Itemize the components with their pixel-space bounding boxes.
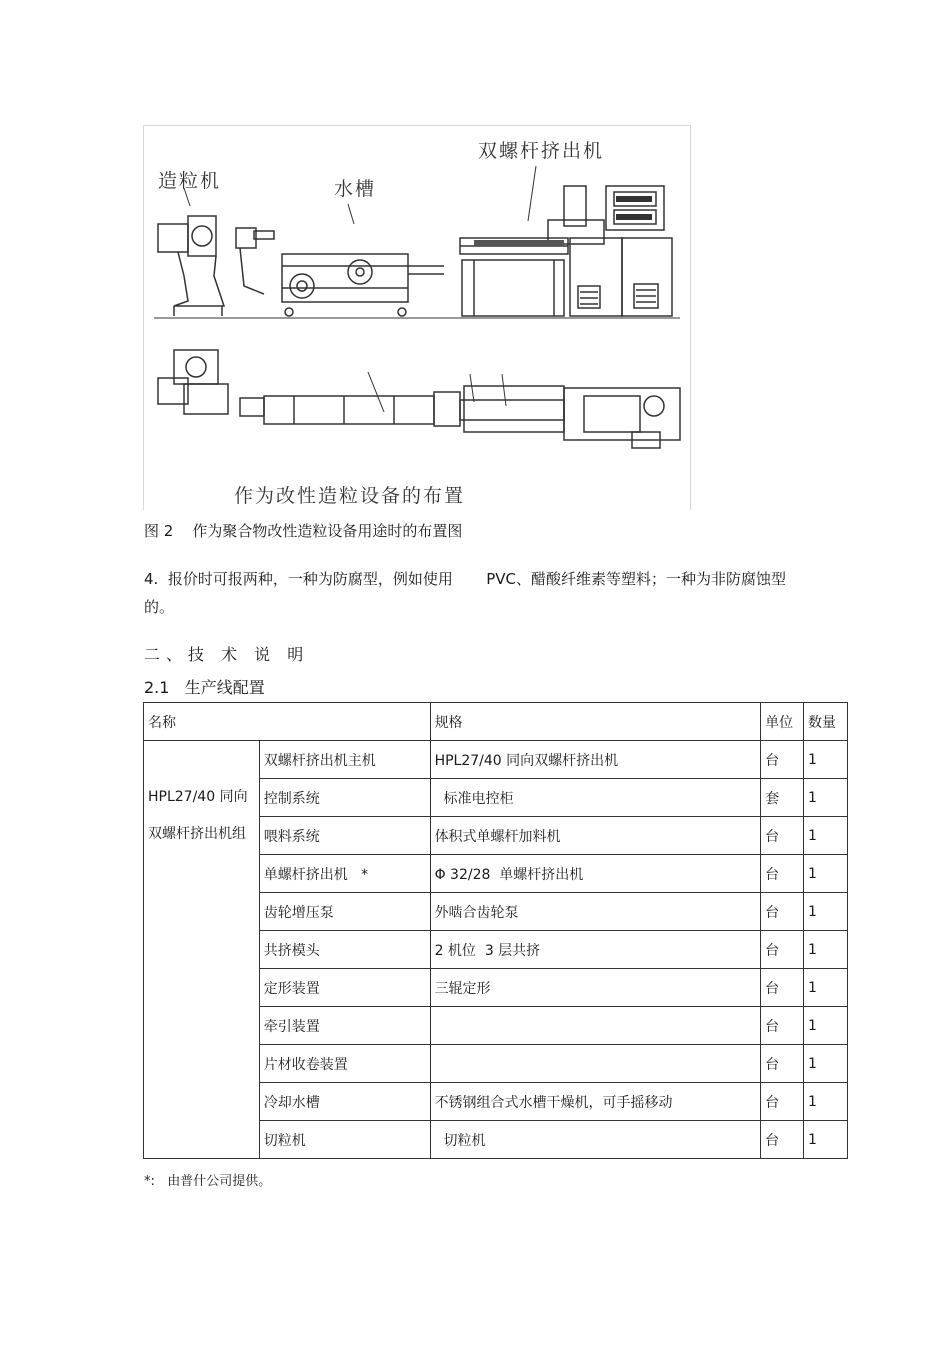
qty-cell: 1 (804, 741, 848, 779)
qty-cell: 1 (804, 893, 848, 931)
figure-caption: 图 2 作为聚合物改性造粒设备用途时的布置图 (144, 522, 463, 540)
qty-cell: 1 (804, 931, 848, 969)
subsection-heading: 2.1 生产线配置 (144, 678, 265, 697)
header-spec: 规格 (430, 703, 761, 741)
qty-cell: 1 (804, 1007, 848, 1045)
unit-cell: 台 (761, 893, 804, 931)
table-row (144, 741, 848, 779)
unit-cell: 台 (761, 817, 804, 855)
unit-cell: 套 (761, 779, 804, 817)
unit-cell: 台 (761, 1007, 804, 1045)
table-footnote: *: 由普什公司提供。 (144, 1174, 272, 1189)
unit-cell: 台 (761, 741, 804, 779)
group-name-cell: HPL27/40 同向双螺杆挤出机组 (144, 741, 260, 1159)
spec-cell: 2 机位 3 层共挤 (430, 931, 761, 969)
spec-cell: 三辊定形 (430, 969, 761, 1007)
item-cell: 控制系统 (259, 779, 430, 817)
unit-cell: 台 (761, 931, 804, 969)
item-cell: 共挤模头 (259, 931, 430, 969)
qty-cell: 1 (804, 1083, 848, 1121)
item-cell: 切粒机 (259, 1121, 430, 1159)
section-heading: 二、技 术 说 明 (144, 645, 310, 664)
header-name: 名称 (144, 703, 431, 741)
pelletizer-label: 造粒机 (158, 170, 222, 192)
qty-cell: 1 (804, 779, 848, 817)
spec-cell: 标准电控柜 (430, 779, 761, 817)
twin-screw-extruder-label: 双螺杆挤出机 (478, 140, 605, 162)
item-cell: 双螺杆挤出机主机 (259, 741, 430, 779)
water-tank-label: 水槽 (334, 178, 377, 200)
item-cell: 牵引装置 (259, 1007, 430, 1045)
spec-cell: HPL27/40 同向双螺杆挤出机 (430, 741, 761, 779)
spec-cell: 外啮合齿轮泵 (430, 893, 761, 931)
spec-cell: 不锈钢组合式水槽干燥机，可手摇移动 (430, 1083, 761, 1121)
item-cell: 冷却水槽 (259, 1083, 430, 1121)
unit-cell: 台 (761, 969, 804, 1007)
item-cell: 定形装置 (259, 969, 430, 1007)
spec-cell: Φ 32/28 单螺杆挤出机 (430, 855, 761, 893)
item-cell: 单螺杆挤出机 * (259, 855, 430, 893)
spec-cell: 体积式单螺杆加料机 (430, 817, 761, 855)
item-cell: 齿轮增压泵 (259, 893, 430, 931)
qty-cell: 1 (804, 1045, 848, 1083)
table-header-row (144, 703, 848, 741)
layout-title-label: 作为改性造粒设备的布置 (234, 485, 466, 507)
header-qty: 数量 (804, 703, 848, 741)
qty-cell: 1 (804, 969, 848, 1007)
qty-cell: 1 (804, 1121, 848, 1159)
unit-cell: 台 (761, 1121, 804, 1159)
qty-cell: 1 (804, 855, 848, 893)
layout-figure (143, 125, 691, 510)
item-cell: 喂料系统 (259, 817, 430, 855)
layout-drawing (144, 126, 690, 510)
spec-cell (430, 1045, 761, 1083)
spec-cell (430, 1007, 761, 1045)
production-line-table (143, 702, 848, 1159)
qty-cell: 1 (804, 817, 848, 855)
header-unit: 单位 (761, 703, 804, 741)
item-cell: 片材收卷装置 (259, 1045, 430, 1083)
unit-cell: 台 (761, 1045, 804, 1083)
unit-cell: 台 (761, 1083, 804, 1121)
spec-cell: 切粒机 (430, 1121, 761, 1159)
unit-cell: 台 (761, 855, 804, 893)
paragraph-4: 4. 报价时可报两种，一种为防腐型，例如使用 PVC、醋酸纤维素等塑料；一种为非防腐蚀型的。 (144, 570, 787, 616)
